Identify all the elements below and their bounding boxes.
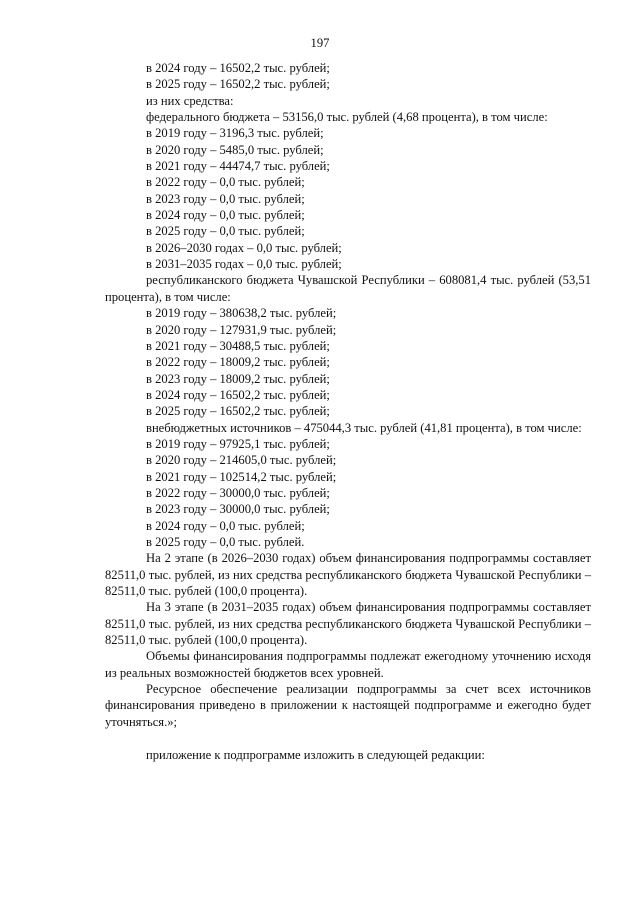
text-line: в 2022 году – 30000,0 тыс. рублей; xyxy=(146,485,330,500)
paragraph-financing-volumes: Объемы финансирования подпрограммы подлежат ежегодному уточнению исходя из реальных возможностей бюджетов всех уровней. xyxy=(105,649,591,680)
text-line: в 2021 году – 102514,2 тыс. рублей; xyxy=(146,469,337,484)
funding-list-federal xyxy=(105,60,591,272)
paragraph-stage-2: На 2 этапе (в 2026–2030 годах) объем финансирования подпрограммы составляет 82511,0 тыс. рублей, из них средства республиканского бюджета Чувашской Республики – 82511,0 тыс. рублей (100,0 процента). xyxy=(105,551,591,598)
text-line: в 2020 году – 5485,0 тыс. рублей; xyxy=(146,142,324,157)
funding-list-republic xyxy=(105,305,591,419)
text-line: из них средства: xyxy=(146,93,234,108)
text-line: в 2023 году – 0,0 тыс. рублей; xyxy=(146,191,305,206)
text-line: в 2025 году – 16502,2 тыс. рублей; xyxy=(146,77,330,92)
text-line: в 2023 году – 30000,0 тыс. рублей; xyxy=(146,502,330,517)
text-line: в 2022 году – 18009,2 тыс. рублей; xyxy=(146,355,330,370)
document-body xyxy=(105,60,591,763)
text-line: в 2020 году – 127931,9 тыс. рублей; xyxy=(146,322,337,337)
paragraph-resource-support: Ресурсное обеспечение реализации подпрограммы за счет всех источников финансирования приведено в приложении к настоящей подпрограмме и ежегодно будет уточняться.»; xyxy=(105,682,591,729)
text-line: в 2024 году – 16502,2 тыс. рублей; xyxy=(146,387,330,402)
text-line: в 2025 году – 0,0 тыс. рублей; xyxy=(146,224,305,239)
funding-list-extrabudgetary xyxy=(105,436,591,550)
text-line: в 2021 году – 44474,7 тыс. рублей; xyxy=(146,159,330,174)
text-line: в 2024 году – 0,0 тыс. рублей; xyxy=(146,518,305,533)
paragraph-extrabudgetary: внебюджетных источников – 475044,3 тыс. рублей (41,81 процента), в том числе: xyxy=(146,420,582,435)
text-line: в 2023 году – 18009,2 тыс. рублей; xyxy=(146,371,330,386)
text-line: в 2025 году – 16502,2 тыс. рублей; xyxy=(146,404,330,419)
paragraph-stage-3: На 3 этапе (в 2031–2035 годах) объем финансирования подпрограммы составляет 82511,0 тыс. рублей, из них средства республиканского бюджета Чувашской Республики – 82511,0 тыс. рублей (100,0 процента). xyxy=(105,600,591,648)
paragraph-republic-budget: республиканского бюджета Чувашской Республики – 608081,4 тыс. рублей (53,51 процента), в том числе: xyxy=(105,273,591,304)
text-line: в 2026–2030 годах – 0,0 тыс. рублей; xyxy=(146,240,342,255)
text-line: в 2021 году – 30488,5 тыс. рублей; xyxy=(146,338,330,353)
text-line: в 2024 году – 0,0 тыс. рублей; xyxy=(146,208,305,223)
text-line: в 2019 году – 3196,3 тыс. рублей; xyxy=(146,126,324,141)
text-line: в 2025 году – 0,0 тыс. рублей. xyxy=(146,534,305,549)
spacer xyxy=(105,730,591,747)
text-line: в 2022 году – 0,0 тыс. рублей; xyxy=(146,175,305,190)
text-line: федерального бюджета – 53156,0 тыс. рублей (4,68 процента), в том числе: xyxy=(146,110,548,125)
text-line: в 2019 году – 97925,1 тыс. рублей; xyxy=(146,436,330,451)
text-line: в 2020 году – 214605,0 тыс. рублей; xyxy=(146,453,337,468)
appendix-instruction: приложение к подпрограмме изложить в следующей редакции: xyxy=(146,748,485,763)
text-line: в 2024 году – 16502,2 тыс. рублей; xyxy=(146,61,330,75)
text-line: в 2019 году – 380638,2 тыс. рублей; xyxy=(146,306,337,321)
text-line: в 2031–2035 годах – 0,0 тыс. рублей; xyxy=(146,257,342,272)
page-number: 197 xyxy=(310,36,330,50)
